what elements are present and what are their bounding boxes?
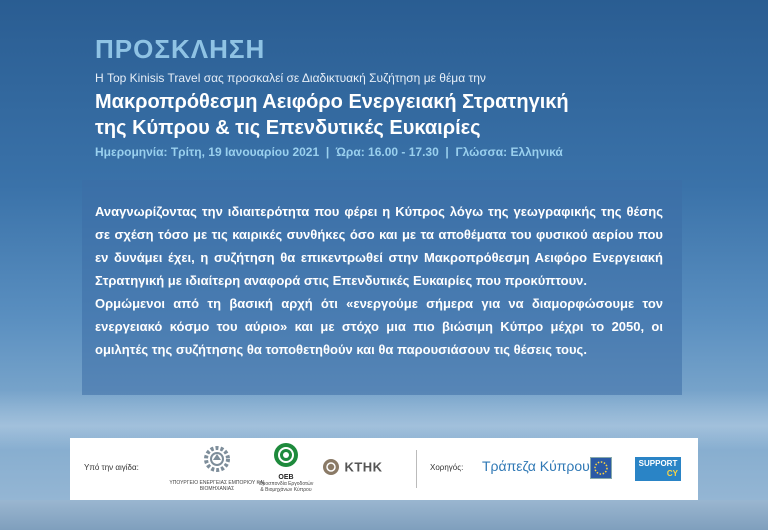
oeb-name: ΟΕΒ — [278, 474, 294, 481]
ministry-text: ΥΠΟΥΡΓΕΙΟ ΕΝΕΡΓΕΙΑΣ ΕΜΠΟΡΙΟΥ ΚΑΙ ΒΙΟΜΗΧΑΝΙΑΣ — [169, 480, 265, 492]
oeb-green-emblem-icon — [272, 442, 300, 468]
event-meta: Ημερομηνία: Τρίτη, 19 Ιανουαρίου 2021 | Ώρα: 16.00 - 17.30 | Γλώσσα: Ελληνικά — [95, 145, 563, 159]
sponsor-label: Χορηγός: — [430, 463, 464, 472]
bank-of-cyprus-logo: Τράπεζα Κύπρου — [482, 458, 590, 474]
ministry-logo — [162, 444, 272, 492]
support-text: SUPPORT — [638, 459, 678, 468]
intro-text: Η Top Kinisis Travel σας προσκαλεί σε Διαδικτυακή Συζήτηση με θέμα την — [95, 71, 486, 85]
body-text — [95, 200, 663, 361]
support-cy-text: CY — [666, 469, 678, 478]
support-cy-logo — [635, 457, 681, 481]
body-paragraph-2: Ορμώμενοι από τη βασική αρχή ότι «ενεργούμε σήμερα για να διαμορφώσουμε τον ενεργειακό κόσμο του αύριο» και με στόχο μια πιο βιώσιμη Κύπρο μέχρι το 2050, οι ομιλητές της συζήτησης θα τοποθετηθούν και θα παρουσιάσουν τις θέσεις τους. — [95, 296, 663, 357]
background-bottom — [0, 500, 768, 530]
headline-line-2: της Κύπρου & τις Επενδυτικές Ευκαιρίες — [95, 117, 481, 139]
oeb-text: Ομοσπονδία Εργοδοτών & Βιομηχάνων Κύπρου — [258, 481, 314, 493]
ktnk-emblem-icon — [322, 458, 340, 476]
gear-emblem-icon — [202, 444, 232, 474]
under-auspices-label: Υπό την αιγίδα: — [84, 463, 139, 472]
eu-flag-icon — [590, 457, 612, 479]
ktnk-text: ΚΤΗΚ — [344, 459, 383, 475]
oeb-logo — [258, 442, 314, 493]
sponsor-footer — [70, 438, 698, 500]
body-paragraph-1: Αναγνωρίζοντας την ιδιαιτερότητα που φέρει η Κύπρος λόγω της γεωγραφικής της θέσης σε σχέση τόσο με τις καιρικές συνθήκες όσο και με τα αποθέματα του φυσικού αερίου που εν δυνάμει έχει, η συζήτηση θα επικεντρωθεί στην Μακροπρόθεσμη Αειφόρο Ενεργειακή Στρατηγική με ιδιαίτερη αναφορά στις Επενδυτικές Ευκαιρίες που προκύπτουν. — [95, 204, 663, 288]
headline — [95, 89, 569, 141]
page-title: ΠΡΟΣΚΛΗΣΗ — [95, 34, 266, 64]
footer-divider — [416, 450, 417, 488]
ktnk-logo — [322, 458, 383, 480]
headline-line-1: Μακροπρόθεσμη Αειφόρο Ενεργειακή Στρατηγική — [95, 91, 569, 113]
